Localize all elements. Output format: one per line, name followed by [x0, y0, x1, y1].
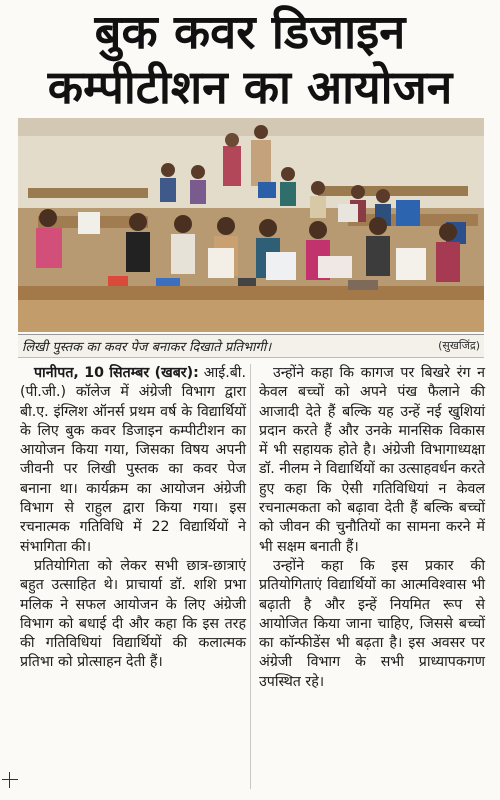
- photo-caption: लिखी पुस्तक का कवर पेज बनाकर दिखाते प्रतिभागी।: [22, 340, 272, 355]
- article-paragraph-4: उन्होंने कहा कि इस प्रकार की प्रतियोगिताएं विद्यार्थियों का आत्मविश्वास भी बढ़ाती है और इन्हें नियमित रूप से आयोजित किया जाना चाहिए, जिससे बच्चों का कॉन्फीडेंस भी बढ़ता है। इस अवसर पर अंग्रेजी विभाग के सभी प्राध्यापकगण उपस्थित रहे।: [259, 557, 485, 690]
- classroom-photo-illustration: [18, 118, 484, 332]
- dateline: पानीपत, 10 सितम्बर (खबर):: [34, 365, 199, 381]
- article-column-left: [20, 364, 246, 673]
- photo-credit: (सुखजिंद्र): [438, 339, 480, 352]
- column-divider: [250, 364, 251, 789]
- headline-line-1: बुक कवर डिजाइन: [94, 5, 406, 60]
- article-paragraph-3: उन्होंने कहा कि कागज पर बिखरे रंग न केवल बच्चों को अपने पंख फैलाने की आजादी देते हैं बल्कि यह उन्हें नई खुशियां प्रदान करते हैं और उनके मानसिक विकास में भी सहायक होते है। अंग्रेजी विभागाध्यक्षा डॉ. नीलम ने विद्यार्थियों का उत्साहवर्धन करते हुए कहा कि ऐसी गतिविधियां न केवल रचनात्मकता को बढ़ावा देती हैं बल्कि बच्चों को जीवन की चुनौतियों का सामना करने में भी सक्षम बनाती हैं।: [259, 365, 485, 555]
- registration-mark: [2, 772, 18, 788]
- article-paragraph-1: [20, 364, 246, 557]
- headline: [0, 0, 500, 116]
- photo-caption-bar: [18, 334, 484, 358]
- article-column-right: [259, 364, 485, 692]
- article-paragraph-2: प्रतियोगिता को लेकर सभी छात्र-छात्राएं बहुत उत्साहित थे। प्राचार्या डॉ. शशि प्रभा मलिक ने सफल आयोजन के लिए अंग्रेजी विभाग को बधाई दी और कहा कि इस तरह की गतिविधियां विद्यार्थियों की कलात्मक प्रतिभा को प्रोत्साहन देती हैं।: [20, 557, 246, 671]
- article-paragraph-1-text: आई.बी. (पी.जी.) कॉलेज में अंग्रेजी विभाग द्वारा बी.ए. इंग्लिश ऑनर्स प्रथम वर्ष के विद्यार्थियों के लिए बुक कवर डिजाइन कम्पीटीशन का आयोजन किया गया, जिसका विषय अपनी जीवनी पर लिखी पुस्तक का कवर पेज बनाना था। कार्यक्रम का आयोजन अंग्रेजी विभाग से राहुल द्वारा किया गया। इस रचनात्मक गतिविधि में 22 विद्यार्थियों ने संभागिता की।: [20, 365, 246, 555]
- news-photo: [18, 118, 484, 332]
- headline-line-2: कम्पीटीशन का आयोजन: [47, 60, 453, 114]
